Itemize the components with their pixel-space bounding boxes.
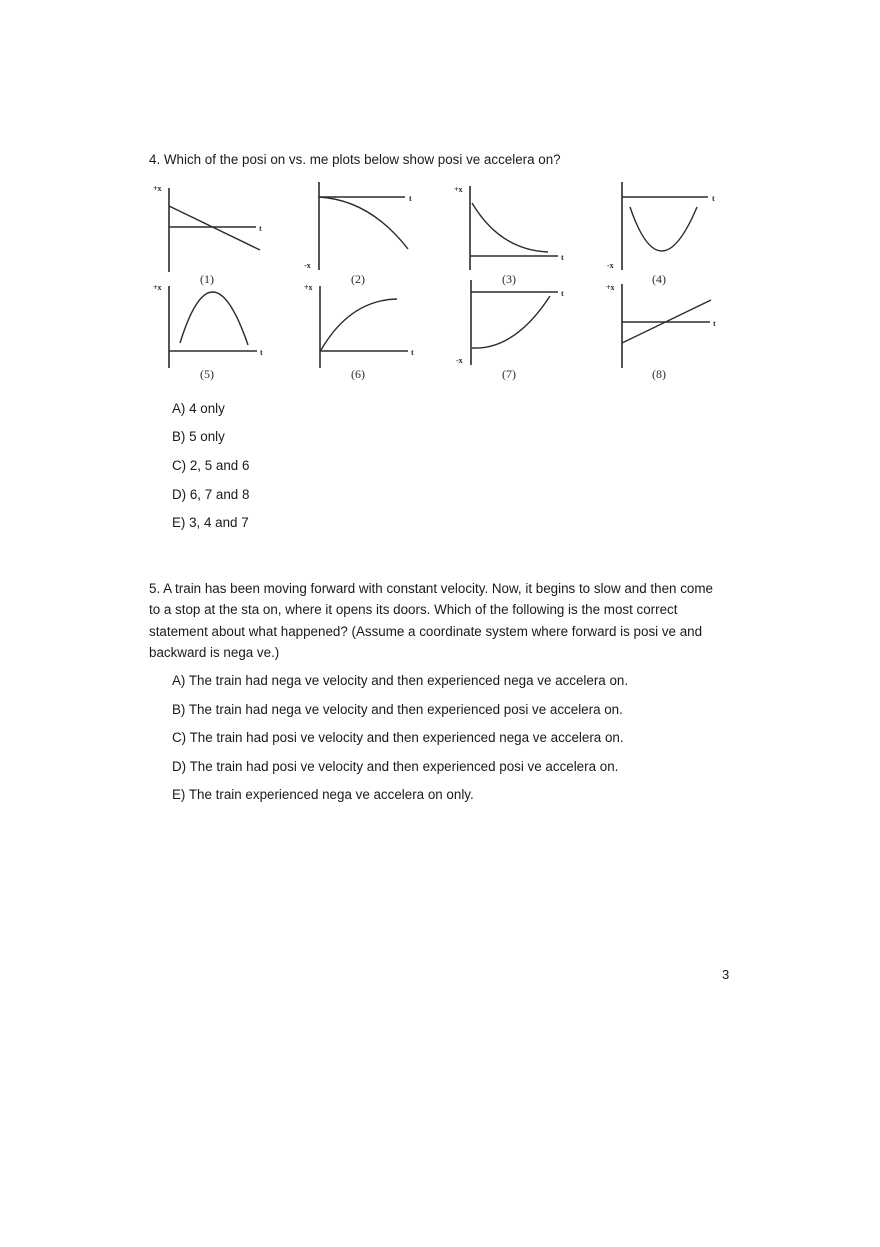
plot-5 — [153, 283, 263, 381]
plot-4-t-label: t — [712, 194, 715, 203]
plot-5-t-label: t — [260, 348, 263, 357]
plot-6-curve — [321, 299, 397, 350]
plot-5-pos-x-label: +x — [153, 283, 162, 292]
plot-8-pos-x-label: +x — [606, 283, 615, 292]
q4-option-a: A) 4 only — [172, 401, 225, 416]
plot-1-caption: (1) — [200, 272, 214, 286]
plot-7 — [456, 280, 564, 381]
plot-1-t-label: t — [259, 224, 262, 233]
plot-1-curve — [169, 206, 260, 250]
plot-5-curve — [180, 292, 248, 345]
plot-1 — [153, 184, 262, 286]
plot-7-t-label: t — [561, 289, 564, 298]
plot-1-pos-x-label: +x — [153, 184, 162, 193]
plot-3 — [454, 185, 564, 286]
plot-4 — [607, 182, 715, 286]
plot-6-caption: (6) — [351, 367, 365, 381]
q4-option-c: C) 2, 5 and 6 — [172, 458, 250, 473]
q4-option-b: B) 5 only — [172, 429, 225, 444]
plot-3-pos-x-label: +x — [454, 185, 463, 194]
page-number: 3 — [722, 967, 730, 982]
q5-option-c: C) The train had posi ve velocity and then experienced nega ve accelera on. — [172, 730, 624, 745]
question-4-text: 4. Which of the posi on vs. me plots below show posi ve accelera on? — [149, 152, 561, 167]
plot-2-caption: (2) — [351, 272, 365, 286]
plot-8-caption: (8) — [652, 367, 666, 381]
plot-7-curve — [472, 296, 550, 348]
plot-2-t-label: t — [409, 194, 412, 203]
plot-6-t-label: t — [411, 348, 414, 357]
q5-option-e: E) The train experienced nega ve accelera on only. — [172, 787, 474, 802]
plot-2-curve — [319, 197, 408, 249]
q4-option-d: D) 6, 7 and 8 — [172, 487, 250, 502]
q5-option-b: B) The train had nega ve velocity and then experienced posi ve accelera on. — [172, 702, 623, 717]
plot-4-curve — [630, 207, 697, 251]
plot-3-caption: (3) — [502, 272, 516, 286]
plot-8 — [606, 283, 716, 381]
plot-4-caption: (4) — [652, 272, 666, 286]
q5-option-d: D) The train had posi ve velocity and then experienced posi ve accelera on. — [172, 759, 619, 774]
position-time-plots-figure — [0, 0, 880, 400]
plot-8-t-label: t — [713, 319, 716, 328]
plot-3-t-label: t — [561, 253, 564, 262]
q4-option-e: E) 3, 4 and 7 — [172, 515, 249, 530]
question-5-text: 5. A train has been moving forward with constant velocity. Now, it begins to slow and then come to a stop at the sta on, where it opens its doors. Which of the following is the most correct statement about what happened? (Assume a coordinate system where forward is posi ve and backward is nega ve.) — [149, 581, 713, 661]
plot-4-neg-x-label: -x — [607, 261, 614, 270]
plot-6-pos-x-label: +x — [304, 283, 313, 292]
plot-3-curve — [472, 203, 548, 252]
plot-7-caption: (7) — [502, 367, 516, 381]
plot-7-neg-x-label: -x — [456, 356, 463, 365]
plot-2-neg-x-label: -x — [304, 261, 311, 270]
plot-6 — [304, 283, 414, 381]
plot-2 — [304, 182, 412, 286]
q5-option-a: A) The train had nega ve velocity and then experienced nega ve accelera on. — [172, 673, 629, 688]
plot-5-caption: (5) — [200, 367, 214, 381]
